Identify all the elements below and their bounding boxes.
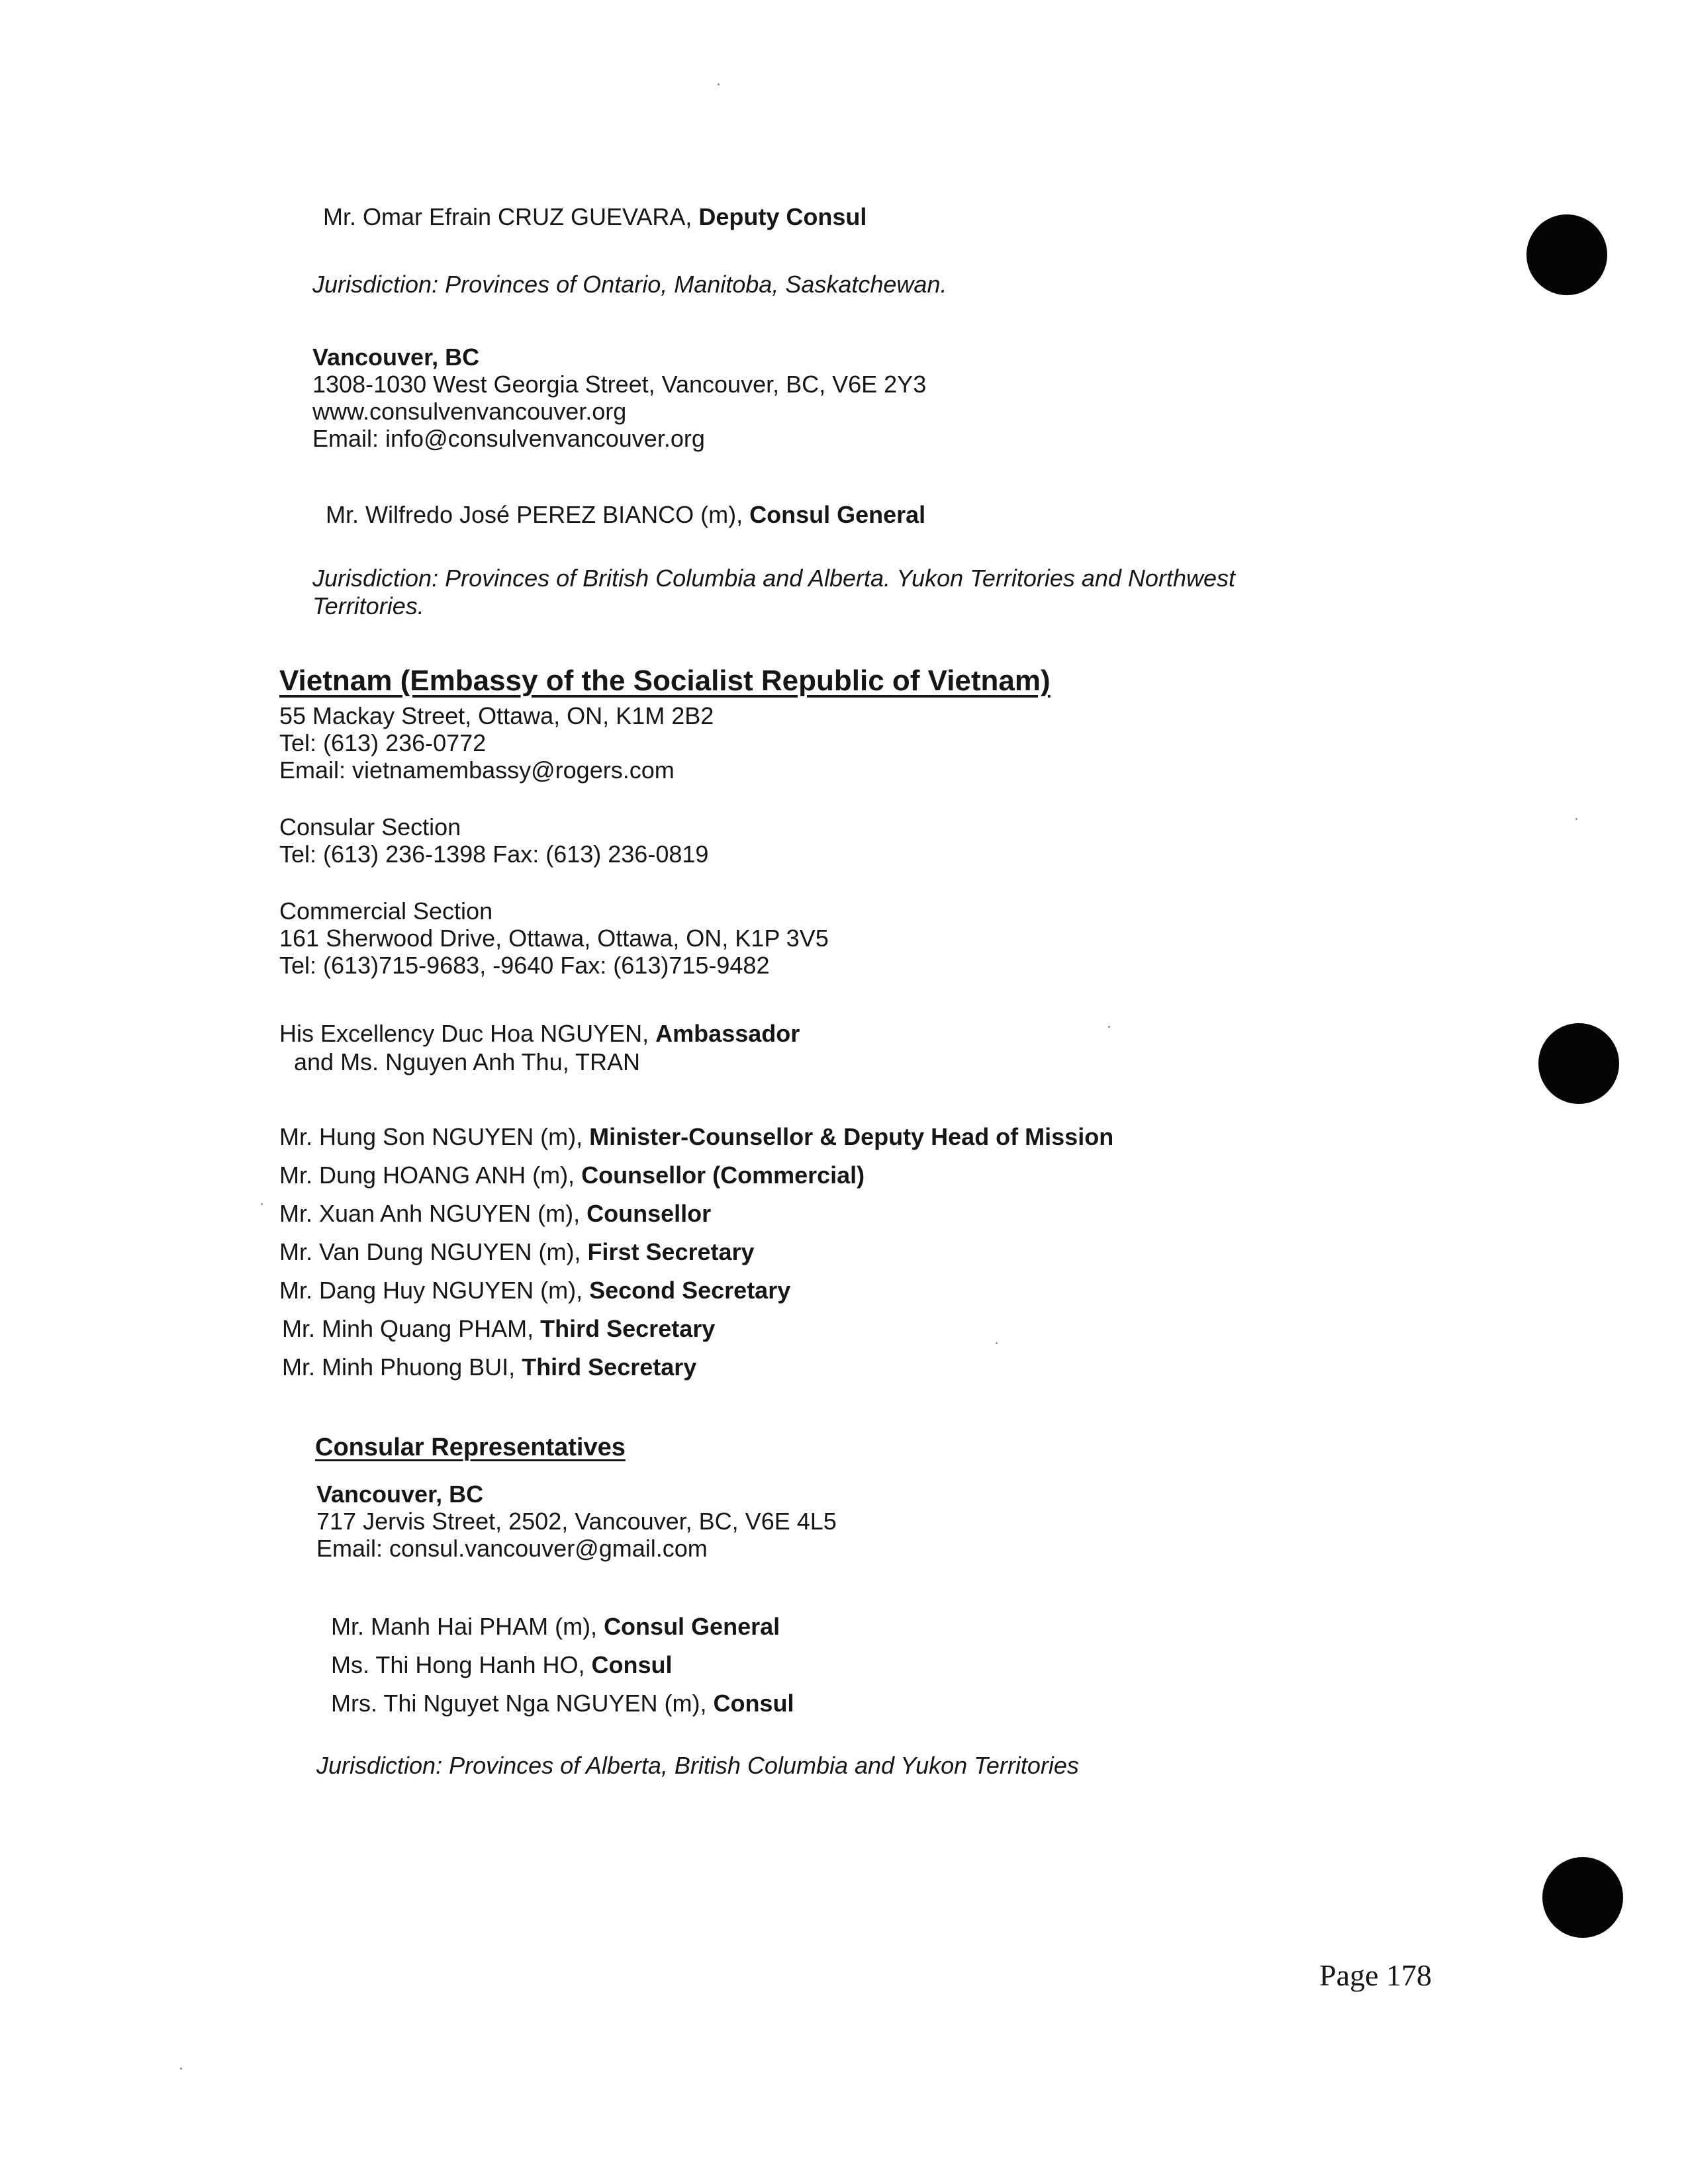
vancouver-website: www.consulvenvancouver.org: [312, 398, 627, 425]
consular-section-tel: Tel: (613) 236-1398 Fax: (613) 236-0819: [279, 841, 709, 868]
vietnam-heading: Vietnam (Embassy of the Socialist Republic of Vietnam): [279, 664, 1051, 697]
consular-reps-jurisdiction: Jurisdiction: Provinces of Alberta, British Columbia and Yukon Territories: [316, 1752, 1079, 1779]
top-jurisdiction: Jurisdiction: Provinces of Ontario, Manitoba, Saskatchewan.: [312, 271, 947, 298]
scan-speck: [180, 2068, 182, 2070]
ambassador-spouse: and Ms. Nguyen Anh Thu, TRAN: [294, 1048, 640, 1075]
binder-hole-top: [1526, 214, 1607, 295]
person-name: Mr. Minh Quang PHAM,: [282, 1315, 541, 1342]
consular-reps-heading: Consular Representatives: [315, 1433, 626, 1461]
person-name: Mr. Dung HOANG ANH (m),: [279, 1161, 582, 1189]
person-title: Third Secretary: [522, 1353, 697, 1381]
vancouver-city: Vancouver, BC: [312, 343, 480, 371]
staff-row: [282, 1353, 696, 1381]
staff-row: [279, 1161, 865, 1189]
person-title: Consul General: [604, 1613, 780, 1640]
binder-hole-bottom: [1542, 1857, 1623, 1938]
scan-speck: [718, 83, 720, 85]
person-name: Mr. Dang Huy NGUYEN (m),: [279, 1277, 590, 1304]
scan-speck: [1575, 818, 1577, 820]
person-name: Mr. Minh Phuong BUI,: [282, 1353, 522, 1381]
scan-speck: [261, 1203, 263, 1205]
person-name: Mr. Omar Efrain CRUZ GUEVARA,: [323, 203, 699, 230]
ambassador-line: [279, 1019, 800, 1048]
person-name: Ms. Thi Hong Hanh HO,: [331, 1651, 592, 1678]
vietnam-address: 55 Mackay Street, Ottawa, ON, K1M 2B2: [279, 702, 714, 729]
staff-row: [279, 1122, 1113, 1151]
person-title: Consul: [591, 1651, 673, 1678]
person-title: First Secretary: [587, 1238, 755, 1265]
person-title: Counsellor (Commercial): [581, 1161, 865, 1189]
consular-reps-address: 717 Jervis Street, 2502, Vancouver, BC, V6E 4L5: [316, 1508, 837, 1535]
person-title: Deputy Consul: [698, 203, 867, 230]
person-name: His Excellency Duc Hoa NGUYEN,: [279, 1020, 656, 1047]
vancouver-email: Email: info@consulvenvancouver.org: [312, 425, 705, 452]
consular-reps-email: Email: consul.vancouver@gmail.com: [316, 1535, 708, 1562]
top-person-line: [323, 203, 867, 231]
commercial-section-label: Commercial Section: [279, 897, 493, 925]
binder-hole-middle: [1538, 1023, 1619, 1104]
commercial-section-address: 161 Sherwood Drive, Ottawa, Ottawa, ON, K1P 3V5: [279, 925, 829, 952]
person-title: Consul General: [749, 501, 926, 528]
staff-row: [279, 1238, 755, 1266]
vietnam-email: Email: vietnamembassy@rogers.com: [279, 756, 675, 784]
consular-staff-row: [331, 1651, 673, 1679]
consular-staff-row: [331, 1689, 794, 1717]
person-name: Mrs. Thi Nguyet Nga NGUYEN (m),: [331, 1690, 714, 1717]
person-title: Minister-Counsellor & Deputy Head of Mission: [589, 1123, 1114, 1150]
scan-speck: [996, 1342, 998, 1344]
staff-row: [282, 1314, 715, 1343]
person-title: Ambassador: [655, 1020, 800, 1047]
person-title: Second Secretary: [589, 1277, 791, 1304]
consular-section-label: Consular Section: [279, 813, 461, 841]
person-name: Mr. Wilfredo José PEREZ BIANCO (m),: [326, 501, 750, 528]
consular-staff-row: [331, 1612, 780, 1641]
vietnam-tel: Tel: (613) 236-0772: [279, 729, 487, 756]
staff-row: [279, 1199, 711, 1228]
person-title: Consul: [713, 1690, 794, 1717]
person-name: Mr. Van Dung NGUYEN (m),: [279, 1238, 588, 1265]
vancouver-jurisdiction-line2: Territories.: [312, 592, 424, 619]
person-title: Third Secretary: [540, 1315, 716, 1342]
consular-reps-city: Vancouver, BC: [316, 1480, 484, 1508]
vancouver-jurisdiction-line1: Jurisdiction: Provinces of British Columbia and Alberta. Yukon Territories and Northwest: [312, 565, 1235, 592]
person-name: Mr. Xuan Anh NGUYEN (m),: [279, 1200, 587, 1227]
commercial-section-tel: Tel: (613)715-9683, -9640 Fax: (613)715-9482: [279, 952, 770, 979]
person-title: Counsellor: [586, 1200, 712, 1227]
scan-speck: [1108, 1026, 1110, 1028]
vancouver-person-line: [326, 500, 925, 529]
vancouver-address: 1308-1030 West Georgia Street, Vancouver, BC, V6E 2Y3: [312, 371, 927, 398]
staff-row: [279, 1276, 790, 1304]
person-name: Mr. Hung Son NGUYEN (m),: [279, 1123, 590, 1150]
page-number: Page 178: [1319, 1958, 1432, 1992]
person-name: Mr. Manh Hai PHAM (m),: [331, 1613, 604, 1640]
